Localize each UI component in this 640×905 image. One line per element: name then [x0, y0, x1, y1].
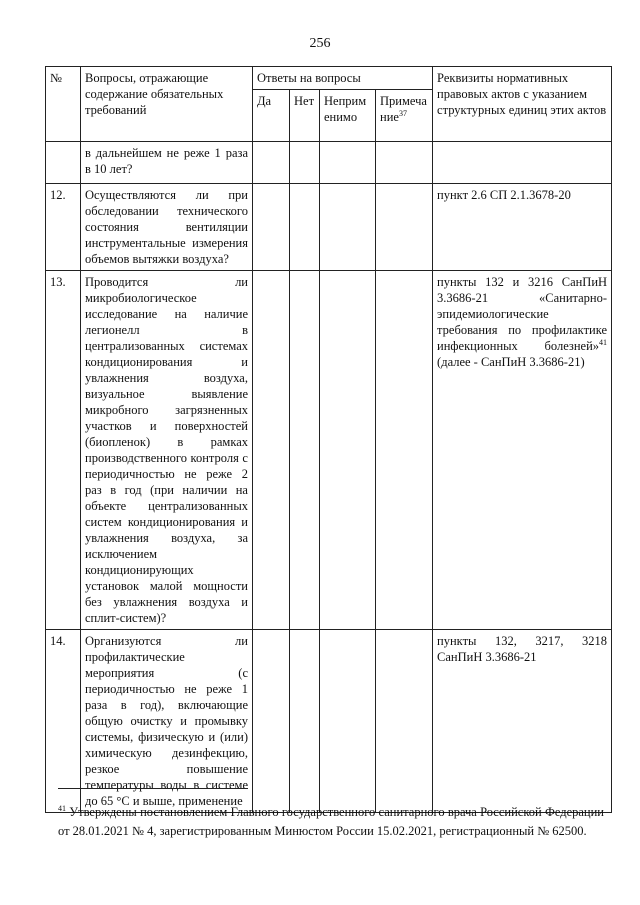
- requisites-text: пункты 132 и 3216 СанПиН 3.3686-21 «Санитарно-эпидемиологические требования по профилактике инфекционных болезней»: [437, 275, 608, 353]
- row-question: Проводится ли микробиологическое исследование на наличие легионелл в централизованных системах кондиционирования и увлажнения воздуха, визуальное выявление микробного загрязненных участков и поверхностей (биопленок) в рамках производственного контроля с периодичностью не реже 2 раз в год (при наличии на объекте централизованных систем кондиционирования и увлажнения воздуха, за исключением кондиционирующих установок малой мощности без увлажнения воздуха и сплит-систем)?: [81, 271, 253, 630]
- table-row: [46, 271, 612, 630]
- row-num: 12.: [46, 184, 81, 271]
- answer-no-cell: [290, 142, 320, 184]
- header-note-sup: 37: [398, 108, 407, 118]
- header-note-text: Примечание: [380, 94, 427, 124]
- answer-no-cell: [290, 184, 320, 271]
- footnote-text: Утверждены постановлением Главного государственного санитарного врача Российской Федерации от 28.01.2021 № 4, зарегистрированным Минюстом России 15.02.2021, регистрационный № 62500.: [58, 805, 604, 838]
- answer-note-cell: [376, 630, 433, 813]
- footnote-divider: [58, 788, 248, 789]
- header-num: №: [46, 67, 81, 142]
- answer-yes-cell: [253, 184, 290, 271]
- row-requisites: пункты 132, 3217, 3218 СанПиН 3.3686-21: [433, 630, 612, 813]
- row-question: в дальнейшем не реже 1 раза в 10 лет?: [81, 142, 253, 184]
- footnote: [58, 803, 604, 841]
- answer-note-cell: [376, 271, 433, 630]
- row-question: Осуществляются ли при обследовании технического состояния вентиляции инструментальные измерения объемов вытяжки воздуха?: [81, 184, 253, 271]
- row-num: 14.: [46, 630, 81, 813]
- row-requisites: пункт 2.6 СП 2.1.3678-20: [433, 184, 612, 271]
- row-num: 13.: [46, 271, 81, 630]
- row-num: [46, 142, 81, 184]
- header-requisites: Реквизиты нормативных правовых актов с указанием структурных единиц этих актов: [433, 67, 612, 142]
- footnote-marker: 41: [58, 803, 66, 813]
- table-row: [46, 630, 612, 813]
- header-questions: Вопросы, отражающие содержание обязательных требований: [81, 67, 253, 142]
- requisites-tail: (далее - СанПиН 3.3686-21): [437, 355, 585, 369]
- header-row: [46, 67, 612, 90]
- table-row: [46, 142, 612, 184]
- page-number: 256: [309, 36, 331, 51]
- row-requisites: [433, 271, 612, 630]
- answer-yes-cell: [253, 142, 290, 184]
- header-yes: Да: [253, 90, 290, 142]
- answer-note-cell: [376, 142, 433, 184]
- header-no: Нет: [290, 90, 320, 142]
- footnote-ref: 41: [599, 337, 608, 347]
- answer-no-cell: [290, 271, 320, 630]
- row-requisites: [433, 142, 612, 184]
- table-row: [46, 184, 612, 271]
- answer-yes-cell: [253, 271, 290, 630]
- header-not-applicable: Неприменимо: [320, 90, 376, 142]
- answer-note-cell: [376, 184, 433, 271]
- row-question: Организуются ли профилактические мероприятия (с периодичностью не реже 1 раза в год), включающие общую очистку и промывку системы, физическую и (или) химическую дезинфекцию, резкое повышение температуры воды в системе до 65 °С и выше, применение: [81, 630, 253, 813]
- header-answers: Ответы на вопросы: [253, 67, 433, 90]
- answer-na-cell: [320, 630, 376, 813]
- answer-no-cell: [290, 630, 320, 813]
- answer-na-cell: [320, 142, 376, 184]
- requirements-table: [45, 66, 612, 813]
- answer-yes-cell: [253, 630, 290, 813]
- answer-na-cell: [320, 184, 376, 271]
- answer-na-cell: [320, 271, 376, 630]
- header-note: [376, 90, 433, 142]
